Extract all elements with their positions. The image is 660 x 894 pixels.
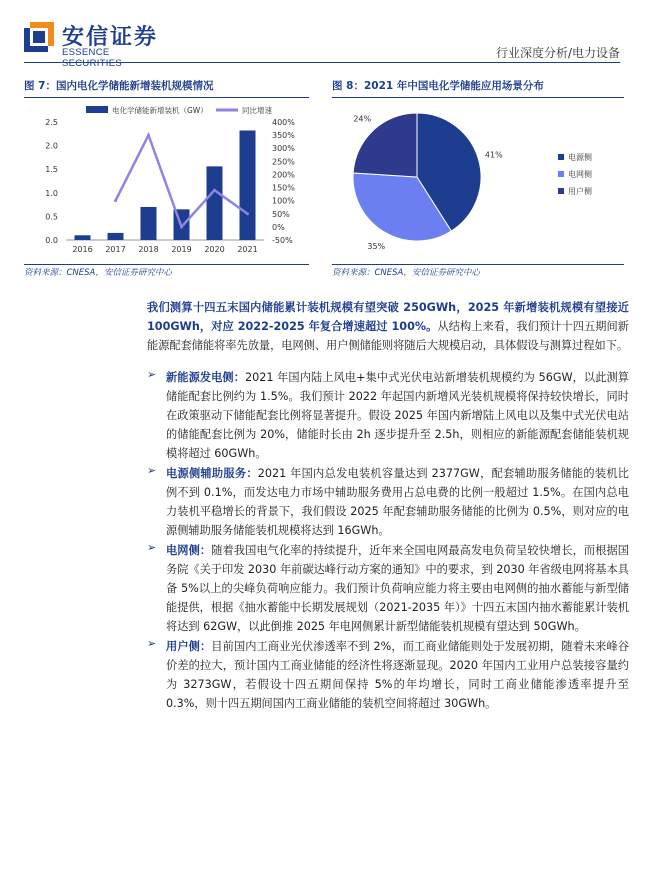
figure-8-chart [332,100,624,262]
pie-value-label: 41% [484,150,503,160]
line-point [246,212,249,215]
x-tick-label: 2020 [204,245,225,254]
intro-bold: 我们测算十四五末国内储能累计装机规模有望突破 250GWh，2025 年新增装机规模有望接近 100GWh，对应 2022-2025 年复合增速超过 100%。 [147,301,629,333]
y2-tick-label: 200% [272,170,295,180]
intro-paragraph [147,298,629,355]
bar [240,130,256,240]
y2-tick-label: 350% [272,131,295,141]
logo-text-en: ESSENCE SECURITIES [62,47,123,69]
y2-tick-label: 50% [272,209,290,219]
y-tick-label: 1.5 [45,165,58,175]
line-point [180,225,183,228]
bullet-body: 随着我国电气化率的持续提升，近年来全国电网最高发电负荷呈较快增长，而根据国务院《关于印发 2030 年前碳达峰行动方案的通知》中的要求，到 2030 年省级电网将基本具备 5%以上的尖峰负荷响应能力。我们预计负荷响应能力将主要由电网侧的抽水蓄能与新型储能提供，根据《抽水蓄能中长期发展规划（2021-2035 年）》十四五末国内抽水蓄能累计装机将达到 62GW，以此倒推 2025 年电网侧累计新型储能装机规模有望达到 50GWh。 [166,544,629,633]
bar [207,166,223,240]
bullet-marker: ➢ [147,637,157,650]
company-logo [24,20,164,69]
bullet-body: 2021 年国内陆上风电+集中式光伏电站新增装机规模约为 56GW，以此测算储能配套比例约为 1.5%。我们预计 2022 年起国内新增风光装机规模将保持较快增长，同时在政策驱动下储能配套比例将显著提升。假设 2025 年国内新增陆上风电以及集中式光伏电站的储能配套比例为 20%，储能时长由 2h 逐步提升至 2.5h，则相应的新能源配套储能装机规模将超过 60GWh。 [166,371,629,460]
x-tick-label: 2016 [72,245,93,254]
y2-tick-label: 100% [272,196,295,206]
line-point [114,199,117,202]
legend-label: 用户侧 [568,187,592,196]
pie-value-label: 24% [353,114,372,124]
x-tick-label: 2018 [138,245,159,254]
y2-tick-label: 250% [272,157,295,167]
y-tick-label: 0.0 [45,236,58,245]
y2-tick-label: 0% [272,222,285,232]
y2-tick-label: -50% [272,236,293,245]
line-point [213,189,216,192]
y-tick-label: 2.5 [45,118,58,127]
legend-swatch [558,171,564,177]
report-category: 行业深度分析/电力设备 [495,46,620,60]
figure-7-chart [24,100,309,262]
bar [108,233,124,240]
bullet-body: 目前国内工商业光伏渗透率不到 2%，而工商业储能则处于发展初期，随着未来峰谷价差的拉大，预计国内工商业储能的经济性将逐渐显现。2020 年国内工业用户总装接容量约为 3273GW，若假设十四五期间保持 5%的年均增长，同时工商业储能渗透率提升至 0.3%，则十四五期间国内工商业储能的装机空间将超过 30GWh。 [166,640,629,710]
legend-swatch [558,188,564,194]
bar-line-chart [24,100,309,262]
bullet-paragraph-grid [166,541,629,636]
bullet-heading: 新能源发电侧： [166,371,246,384]
bar [141,207,157,240]
legend-label-line: 同比增速 [242,106,272,115]
bar [75,235,91,240]
x-tick-label: 2021 [237,245,258,254]
figure-8-title: 图 8：2021 年中国电化学储能应用场景分布 [332,80,544,92]
y-tick-label: 1.0 [45,188,58,198]
pie-value-label: 35% [367,241,386,251]
figure-7-bottom-rule [24,264,309,265]
intro-text: 从结构上来看，我们预计十四五期间新能源配套储能将率先放量，电网侧、用户侧储能则将随后大规模启动，具体假设与测算过程如下。 [147,320,629,352]
bullet-paragraph-generation [166,368,629,463]
figure-7-title: 图 7：国内电化学储能新增装机规模情况 [24,80,214,92]
x-tick-label: 2019 [171,245,192,254]
bullet-heading: 电源侧辅助服务： [166,467,258,480]
x-tick-label: 2017 [105,245,126,254]
bullet-marker: ➢ [147,464,157,477]
header-divider [24,62,620,63]
figure-8-source: 资料来源：CNESA，安信证券研究中心 [332,268,480,278]
y-tick-label: 0.5 [45,212,58,222]
bullet-marker: ➢ [147,368,157,381]
legend-label: 电网侧 [568,170,592,179]
logo-text-cn: 安信证券 [62,25,159,50]
y2-tick-label: 400% [272,118,295,127]
bullet-marker: ➢ [147,541,157,554]
bullet-body: 2021 年国内总发电装机容量达到 2377GW，配套辅助服务储能的装机比例不到 0.1%，而发达电力市场中辅助服务费用占总电费的比例一般超过 1.5%。在国内总电力装机平稳增长的背景下，我们假设 2025 年配套辅助服务储能的比例为 0.5%，则对应的电源侧辅助服务储能装机规模将达到 16GWh。 [166,467,629,537]
bullet-heading: 电网侧： [166,544,212,557]
figure-7-source: 资料来源：CNESA，安信证券研究中心 [24,268,172,278]
y-tick-label: 2.0 [45,141,58,151]
legend-swatch [558,154,564,160]
bullet-paragraph-user [166,637,629,713]
y2-tick-label: 300% [272,144,295,154]
line-point [147,134,150,137]
bullet-heading: 用户侧： [166,640,212,653]
figure-8-bottom-rule [332,264,624,265]
pie-chart [332,100,624,262]
figure-8-top-rule [332,97,624,98]
figure-7-top-rule [24,97,309,98]
legend-swatch-bars [86,106,108,113]
legend-label-bars: 电化学储能新增装机（GW） [112,106,208,115]
y2-tick-label: 150% [272,183,295,193]
legend-label: 电源侧 [568,153,592,162]
logo-mark-icon [24,22,54,52]
bullet-paragraph-ancillary [166,464,629,540]
